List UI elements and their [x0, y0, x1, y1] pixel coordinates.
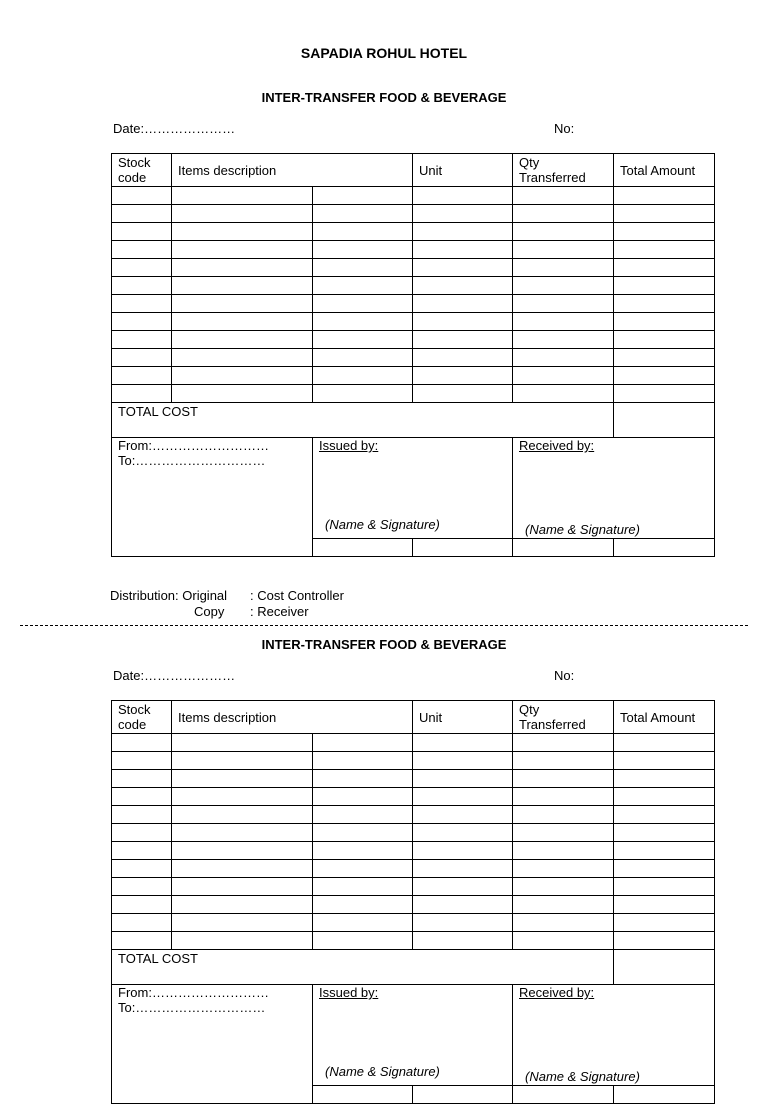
table-row	[112, 277, 715, 295]
stock-code-header: Stock code	[112, 154, 172, 187]
distribution-copy-to: : Receiver	[250, 604, 309, 619]
table-row	[112, 205, 715, 223]
table-row	[112, 734, 715, 752]
table-row	[112, 313, 715, 331]
table-row	[112, 223, 715, 241]
total-amount-header: Total Amount	[614, 701, 715, 734]
table-row	[112, 932, 715, 950]
table-row	[112, 259, 715, 277]
to-field: To:…………………………	[118, 1000, 266, 1015]
total-cost-value	[614, 403, 715, 438]
received-by-cell	[513, 985, 715, 1086]
items-description-header: Items description	[172, 701, 413, 734]
signature-row	[112, 438, 715, 539]
table-row	[112, 367, 715, 385]
form-title: INTER-TRANSFER FOOD & BEVERAGE	[261, 90, 507, 105]
table-header-row	[112, 701, 715, 734]
received-name-signature: (Name & Signature)	[525, 522, 640, 537]
table-row	[112, 295, 715, 313]
table-row	[112, 187, 715, 205]
table-row	[112, 752, 715, 770]
distribution-copy: Copy	[194, 604, 225, 619]
cut-line-divider	[20, 625, 748, 626]
stock-code-header: Stock code	[112, 701, 172, 734]
table-row	[112, 349, 715, 367]
table-row	[112, 385, 715, 403]
number-field-copy: No:	[554, 668, 575, 683]
issued-by-cell	[313, 985, 513, 1086]
table-row	[112, 788, 715, 806]
hotel-name: SAPADIA ROHUL HOTEL	[300, 45, 468, 61]
from-to-cell	[112, 985, 313, 1104]
received-by-cell	[513, 438, 715, 539]
from-field: From:………………………	[118, 985, 269, 1000]
received-name-signature: (Name & Signature)	[525, 1069, 640, 1084]
transfer-table-copy	[111, 700, 715, 1104]
table-row	[112, 878, 715, 896]
table-row	[112, 914, 715, 932]
from-to-cell	[112, 438, 313, 557]
from-field: From:………………………	[118, 438, 269, 453]
received-by-label: Received by:	[519, 438, 595, 453]
number-field: No:	[554, 121, 575, 136]
signature-row	[112, 985, 715, 1086]
issued-name-signature: (Name & Signature)	[325, 1064, 440, 1079]
table-row	[112, 824, 715, 842]
issued-by-label: Issued by:	[319, 438, 379, 453]
table-row	[112, 806, 715, 824]
total-cost-label: TOTAL COST	[112, 950, 614, 985]
table-row	[112, 241, 715, 259]
table-row	[112, 860, 715, 878]
items-description-header: Items description	[172, 154, 413, 187]
to-field: To:…………………………	[118, 453, 266, 468]
total-cost-row	[112, 950, 715, 985]
date-field: Date:…………………	[113, 121, 236, 136]
table-row	[112, 331, 715, 349]
distribution-original: Distribution: Original	[110, 588, 228, 603]
unit-header: Unit	[413, 701, 513, 734]
total-cost-value	[614, 950, 715, 985]
qty-header: Qty Transferred	[513, 154, 614, 187]
date-field-copy: Date:…………………	[113, 668, 236, 683]
qty-header: Qty Transferred	[513, 701, 614, 734]
received-by-label: Received by:	[519, 985, 595, 1000]
table-row	[112, 896, 715, 914]
total-cost-row	[112, 403, 715, 438]
table-row	[112, 770, 715, 788]
unit-header: Unit	[413, 154, 513, 187]
table-row	[112, 842, 715, 860]
issued-name-signature: (Name & Signature)	[325, 517, 440, 532]
form-title-copy: INTER-TRANSFER FOOD & BEVERAGE	[261, 637, 507, 652]
issued-by-cell	[313, 438, 513, 539]
total-cost-label: TOTAL COST	[112, 403, 614, 438]
total-amount-header: Total Amount	[614, 154, 715, 187]
transfer-table	[111, 153, 715, 557]
distribution-original-to: : Cost Controller	[250, 588, 344, 603]
issued-by-label: Issued by:	[319, 985, 379, 1000]
table-header-row	[112, 154, 715, 187]
